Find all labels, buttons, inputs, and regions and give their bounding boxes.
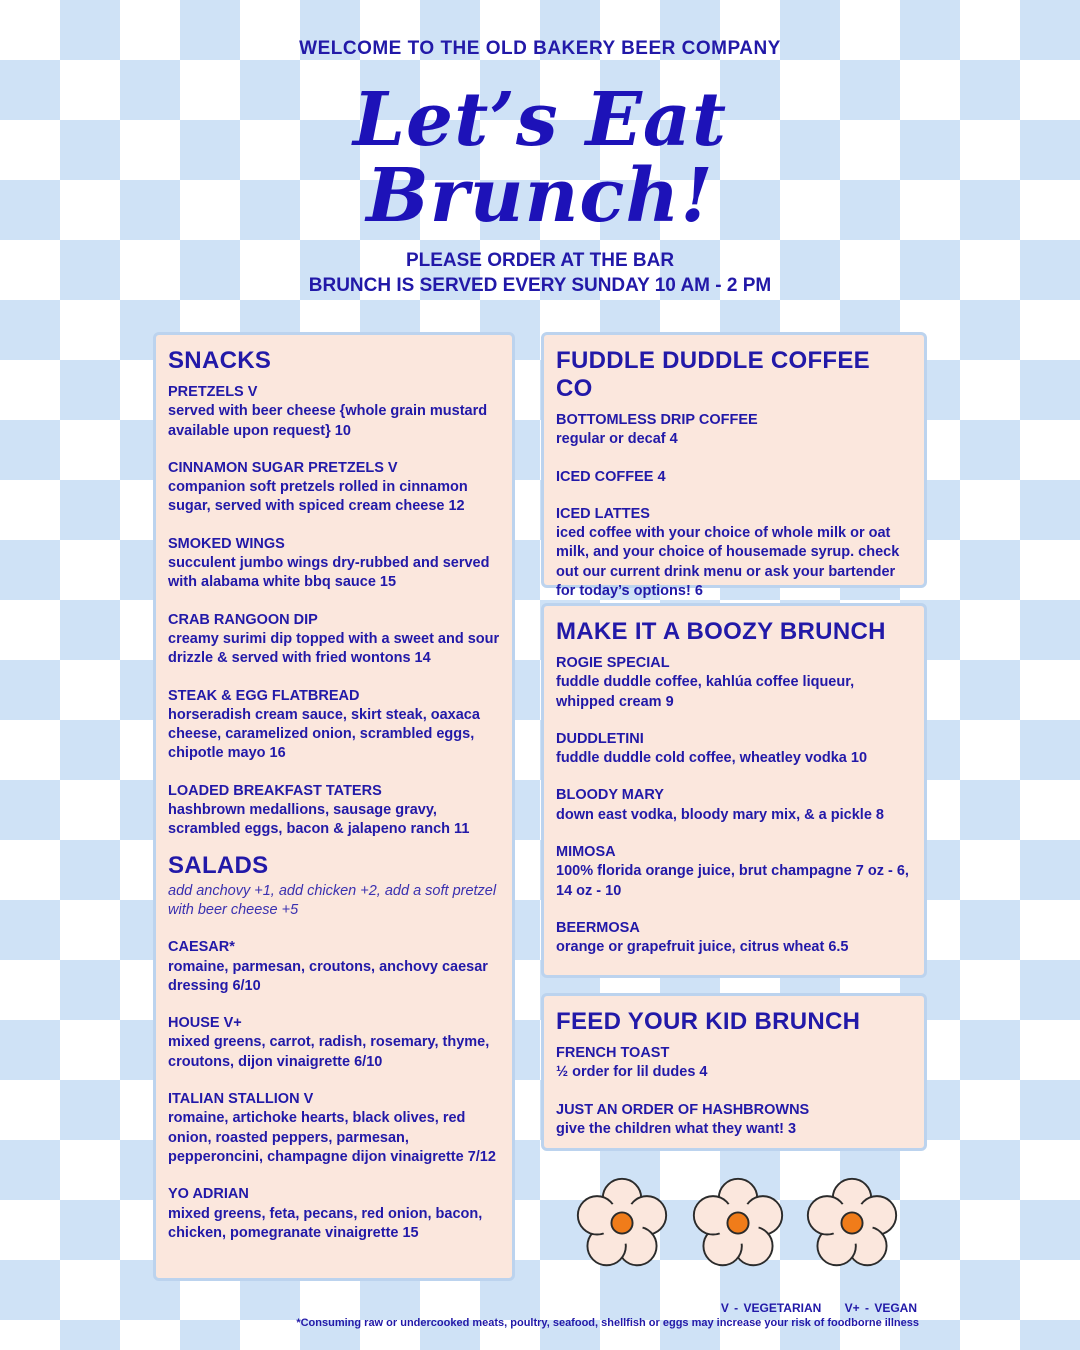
- item-desc: companion soft pretzels rolled in cinnamon sugar, served with spiced cream cheese 12: [168, 479, 468, 515]
- item-desc: down east vodka, bloody mary mix, & a pickle 8: [556, 806, 884, 823]
- snacks-card: [153, 332, 515, 1281]
- title-line-2: Brunch!: [366, 153, 714, 239]
- item-desc: give the children what they want! 3: [556, 1120, 797, 1137]
- dietary-legend: [703, 1301, 917, 1315]
- item-desc: fuddle duddle cold coffee, wheatley vodka 10: [556, 750, 868, 767]
- menu-item: [168, 383, 500, 441]
- item-desc: hashbrown medallions, sausage gravy, scrambled eggs, bacon & jalapeno ranch 11: [168, 802, 470, 838]
- menu-item: [168, 938, 500, 996]
- item-name: ROGIE SPECIAL: [556, 655, 670, 671]
- item-name: CAESAR*: [168, 939, 235, 956]
- menu-item: [556, 1101, 912, 1140]
- order-at-bar-text: PLEASE ORDER AT THE BAR: [405, 250, 675, 271]
- item-desc: horseradish cream sauce, skirt steak, oaxaca cheese, caramelized onion, scrambled eggs, chipotle mayo 16: [168, 706, 480, 762]
- item-name: MIMOSA: [556, 844, 616, 861]
- item-desc: succulent jumbo wings dry-rubbed and served with alabama white bbq sauce 15: [168, 555, 490, 591]
- daisy-flower-icon: [690, 1175, 786, 1271]
- coffee-heading: FUDDLE DUDDLE COFFEE CO: [556, 347, 870, 402]
- item-name: LOADED BREAKFAST TATERS: [168, 782, 382, 799]
- item-desc: orange or grapefruit juice, citrus wheat 6.5: [556, 939, 849, 956]
- boozy-heading: MAKE IT A BOOZY BRUNCH: [556, 618, 886, 645]
- menu-item: [168, 1014, 500, 1072]
- item-name: BLOODY MARY: [556, 787, 664, 804]
- menu-item: [168, 611, 500, 669]
- menu-item: [168, 687, 500, 764]
- coffee-card: [541, 332, 927, 600]
- menu-item: [168, 535, 500, 593]
- menu-item: [556, 654, 912, 712]
- daisy-flower-icon: [574, 1175, 670, 1271]
- kids-card: [541, 993, 927, 1151]
- item-name: ICED LATTES: [556, 505, 650, 522]
- menu-item: [556, 468, 912, 487]
- legend-vegetarian: V - VEGETARIAN: [720, 1301, 822, 1315]
- menu-item: [556, 730, 912, 769]
- item-desc: creamy surimi dip topped with a sweet and sour drizzle & served with fried wontons 14: [168, 630, 500, 667]
- item-desc: regular or decaf 4: [556, 431, 678, 448]
- item-name: YO ADRIAN: [168, 1186, 249, 1203]
- menu-item: [556, 786, 912, 825]
- menu-item: [556, 1044, 912, 1083]
- boozy-card: [541, 603, 927, 978]
- item-name: BEERMOSA: [556, 919, 640, 936]
- daisy-flower-icon: [804, 1175, 900, 1271]
- menu-item: [168, 459, 500, 517]
- item-name: DUDDLETINI: [556, 730, 644, 747]
- order-info: [0, 248, 1080, 298]
- welcome-text: WELCOME TO THE OLD BAKERY BEER COMPANY: [299, 38, 781, 59]
- item-name: ICED COFFEE 4: [556, 468, 666, 485]
- food-safety-disclaimer: *Consuming raw or undercooked meats, poultry, seafood, shellfish or eggs may increase your risk of foodborne illness: [296, 1317, 919, 1329]
- menu-item: [168, 782, 500, 840]
- title-line-1: Let’s Eat: [352, 77, 727, 163]
- item-desc: mixed greens, carrot, radish, rosemary, thyme, croutons, dijon vinaigrette 6/10: [168, 1034, 490, 1070]
- snacks-heading: SNACKS: [168, 347, 272, 374]
- item-name: STEAK & EGG FLATBREAD: [168, 687, 360, 704]
- item-name: BOTTOMLESS DRIP COFFEE: [556, 412, 758, 428]
- menu-item: [556, 843, 912, 901]
- item-name: FRENCH TOAST: [556, 1045, 670, 1061]
- menu-item: [168, 1185, 500, 1243]
- item-desc: served with beer cheese {whole grain mustard available upon request} 10: [168, 403, 488, 439]
- item-desc: mixed greens, feta, pecans, red onion, bacon, chicken, pomegranate vinaigrette 15: [168, 1205, 483, 1241]
- flower-decoration: [570, 1175, 910, 1275]
- item-desc: fuddle duddle coffee, kahlúa coffee liqueur, whipped cream 9: [556, 674, 855, 710]
- salads-addons-note: add anchovy +1, add chicken +2, add a soft pretzel with beer cheese +5: [168, 882, 497, 918]
- brunch-hours-text: BRUNCH IS SERVED EVERY SUNDAY 10 AM - 2 PM: [308, 275, 772, 296]
- item-desc: iced coffee with your choice of whole milk or oat milk, and your choice of housemade syrup. check out our current drink menu or ask your bartender for today’s options! 6: [556, 525, 900, 600]
- header: [0, 38, 1080, 298]
- item-name: ITALIAN STALLION V: [168, 1091, 314, 1108]
- item-name: CINNAMON SUGAR PRETZELS V: [168, 459, 398, 476]
- legend-vegan: V+ - VEGAN: [844, 1301, 917, 1315]
- item-desc: 100% florida orange juice, brut champagne 7 oz - 6, 14 oz - 10: [556, 863, 909, 899]
- item-name: HOUSE V+: [168, 1015, 242, 1032]
- item-desc: romaine, parmesan, croutons, anchovy caesar dressing 6/10: [168, 958, 488, 994]
- menu-item: [556, 919, 912, 958]
- menu-item: [556, 505, 912, 601]
- item-name: SMOKED WINGS: [168, 535, 285, 552]
- salads-heading: SALADS: [168, 851, 269, 879]
- item-name: JUST AN ORDER OF HASHBROWNS: [556, 1101, 810, 1118]
- page-title: [0, 77, 1080, 239]
- menu-item: [168, 1090, 500, 1167]
- kids-heading: FEED YOUR KID BRUNCH: [556, 1008, 861, 1035]
- item-name: PRETZELS V: [168, 384, 258, 400]
- menu-item: [556, 411, 912, 450]
- item-name: CRAB RANGOON DIP: [168, 611, 318, 628]
- item-desc: ½ order for lil dudes 4: [556, 1064, 708, 1081]
- item-desc: romaine, artichoke hearts, black olives, red onion, roasted peppers, parmesan, pepperoncini, champagne dijon vinaigrette 7/12: [168, 1110, 496, 1165]
